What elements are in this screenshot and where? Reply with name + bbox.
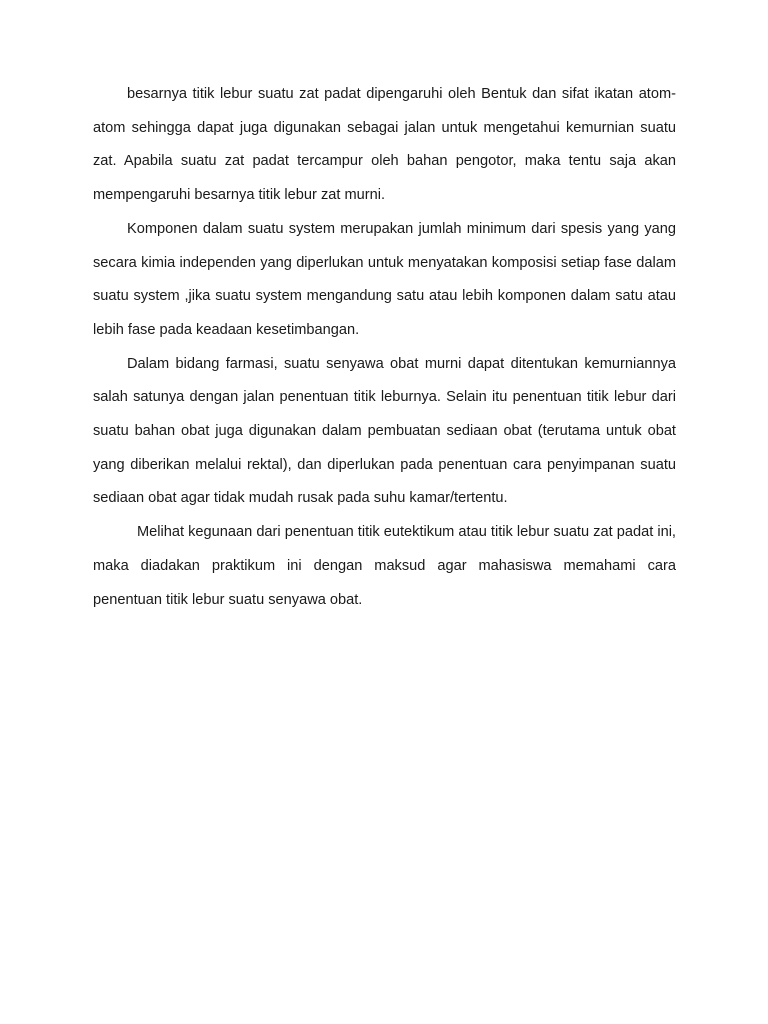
paragraph-melting-point-purity: besarnya titik lebur suatu zat padat dipengaruhi oleh Bentuk dan sifat ikatan atom-atom sehingga dapat juga digunakan sebagai jalan untuk mengetahui kemurnian suatu zat. Apabila suatu zat padat tercampur oleh bahan pengotor, maka tentu saja akan mempengaruhi besarnya titik lebur zat murni. (93, 86, 676, 204)
paragraph-pharmacy-application: Dalam bidang farmasi, suatu senyawa obat murni dapat ditentukan kemurniannya salah satunya dengan jalan penentuan titik leburnya. Selain itu penentuan titik lebur dari suatu bahan obat juga digunakan dalam pembuatan sediaan obat (terutama untuk obat yang diberikan melalui rektal), dan diperlukan pada penentuan cara penyimpanan suatu sediaan obat agar tidak mudah rusak pada suhu kamar/tertentu. (93, 355, 676, 507)
paragraph-components-system: Komponen dalam suatu system merupakan jumlah minimum dari spesis yang yang secara kimia independen yang diperlukan untuk menyatakan komposisi setiap fase dalam suatu system ,jika suatu system mengandung satu atau lebih komponen dalam satu atau lebih fase pada keadaan kesetimbangan. (93, 220, 676, 338)
document-page (93, 78, 676, 617)
paragraph-practicum-purpose: Melihat kegunaan dari penentuan titik eutektikum atau titik lebur suatu zat padat ini, maka diadakan praktikum ini dengan maksud agar mahasiswa memahami cara penentuan titik lebur suatu senyawa obat. (93, 524, 676, 608)
